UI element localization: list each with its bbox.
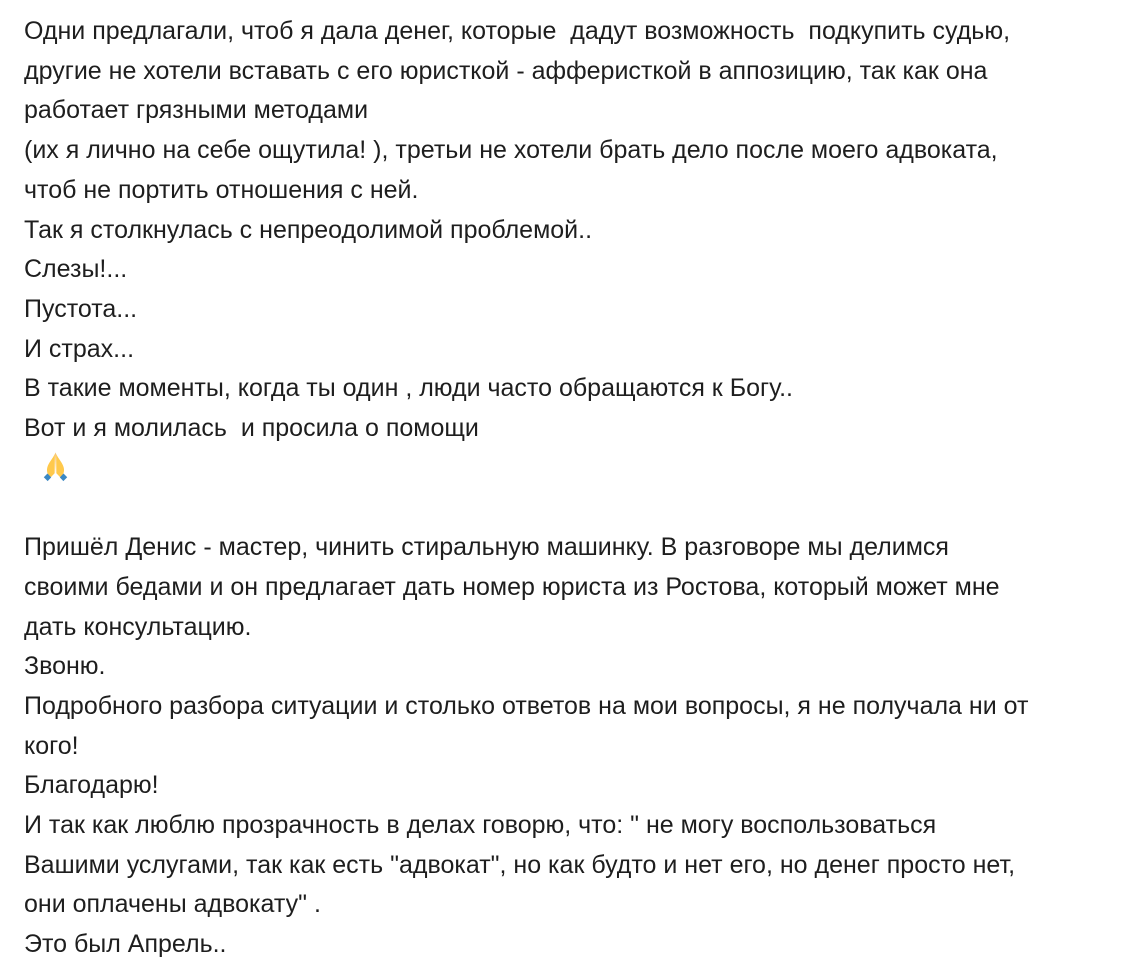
text-line: Так я столкнулась с непреодолимой проблемой.. <box>24 215 593 244</box>
text-line: Пустота... <box>24 294 138 323</box>
post-text <box>24 12 1105 961</box>
text-line: Одни предлагали, чтоб я дала денег, которые дадут возможность подкупить судью, <box>24 17 1011 45</box>
text-line: И страх... <box>24 334 135 363</box>
text-line: дать консультацию. <box>24 612 252 641</box>
text-line: Вот и я молилась и просила о помощи <box>24 409 1105 488</box>
text-line: Слезы!... <box>24 255 128 284</box>
text-line: Звоню. <box>24 652 106 681</box>
text-line: Пришёл Денис - мастер, чинить стиральную машинку. В разговоре мы делимся <box>24 533 949 562</box>
text-line: они оплачены адвокату" . <box>24 890 321 919</box>
blank-line <box>24 488 1105 528</box>
text-line: И так как люблю прозрачность в делах говорю, что: " не могу воспользоваться <box>24 811 937 840</box>
text-line: Вашими услугами, так как есть "адвокат", но как будто и нет его, но денег просто нет, <box>24 850 1016 879</box>
text-line: другие не хотели вставать с его юристкой - афферисткой в аппозицию, так как она <box>24 56 988 85</box>
text-line: (их я лично на себе ощутила! ), третьи не хотели брать дело после моего адвоката, <box>24 136 998 165</box>
text-line: своими бедами и он предлагает дать номер юриста из Ростова, который может мне <box>24 572 1000 601</box>
text-line: Это был Апрель.. <box>24 930 227 959</box>
text-line: работает грязными методами <box>24 96 369 125</box>
text-line: Подробного разбора ситуации и столько ответов на мои вопросы, я не получала ни от <box>24 691 1029 720</box>
text-line: чтоб не портить отношения с ней. <box>24 175 419 204</box>
text-line: Благодарю! <box>24 771 159 800</box>
folded-hands-icon <box>40 449 71 489</box>
text-line: кого! <box>24 731 79 760</box>
text-line: В такие моменты, когда ты один , люди часто обращаются к Богу.. <box>24 374 794 403</box>
